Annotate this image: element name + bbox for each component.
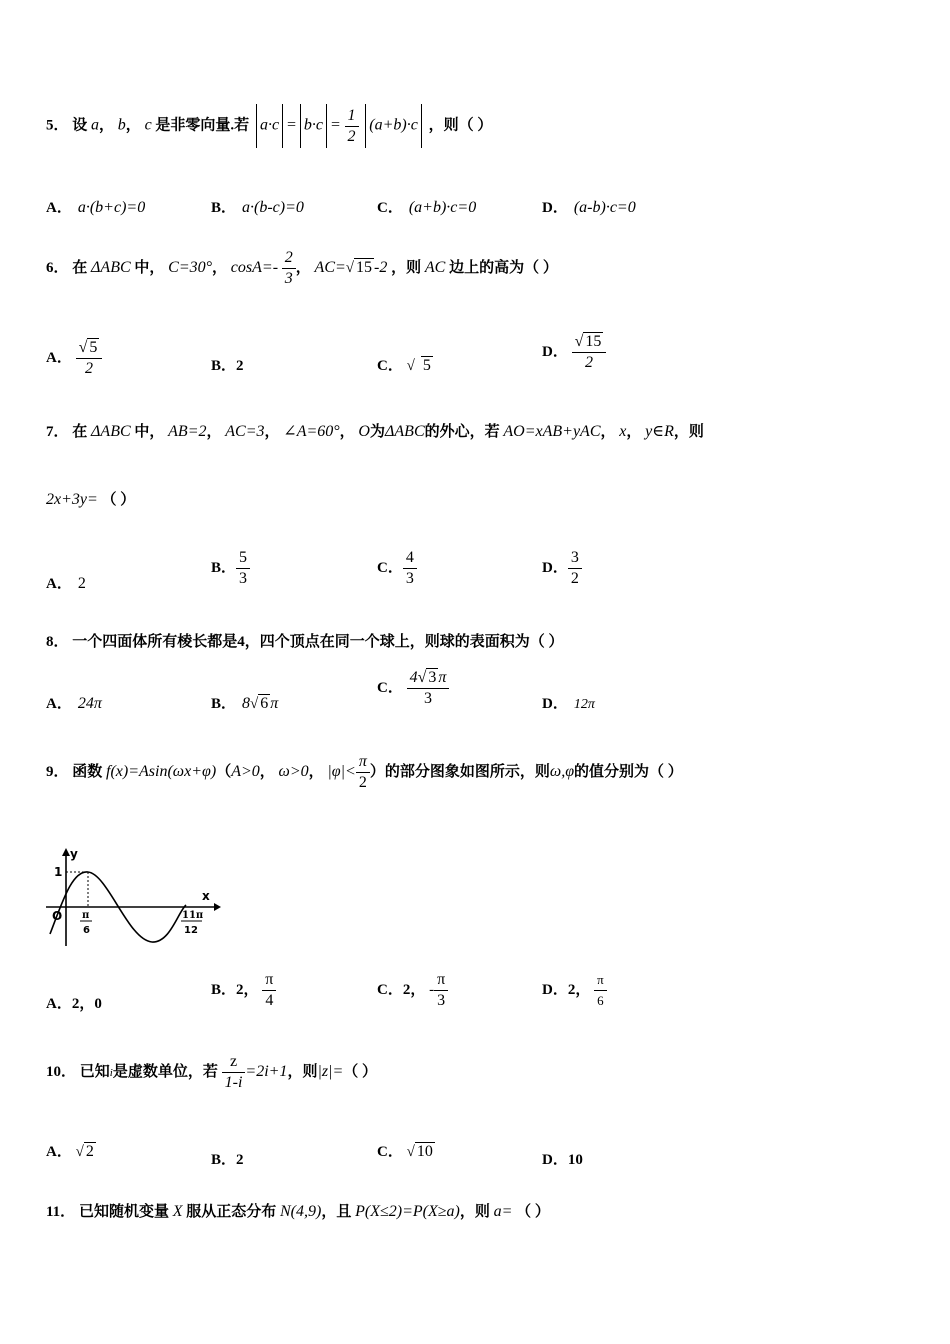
- q10-option-a[interactable]: A． √ 2: [46, 1143, 94, 1160]
- q9-number: 9．: [46, 763, 69, 780]
- question-6: 6． 在 ΔABC 中， C=30°， cosA=- $\frac{2}{3}$ ， AC=√ 15 -2 ，则 AC 边上的高为（ ）: [46, 249, 558, 287]
- q10-option-d[interactable]: D．10: [542, 1152, 583, 1168]
- x-axis-arrow-icon: [214, 903, 221, 911]
- q5-sep1: ，: [99, 117, 115, 134]
- q6-cos-frac: $\frac{2}{3}$: [282, 248, 296, 289]
- y-axis-arrow-icon: [62, 848, 70, 856]
- tick2-den: 12: [184, 925, 198, 936]
- q6-triangle: ΔABC: [91, 258, 131, 276]
- q8-option-a[interactable]: A． 24π: [46, 695, 102, 712]
- q5-post: ，则（ ）: [428, 117, 493, 134]
- q5-number: 5．: [46, 117, 69, 134]
- q5-a: a: [91, 116, 100, 134]
- q7-option-b[interactable]: B． $\frac{5}{3}$: [211, 548, 250, 589]
- q10-option-c[interactable]: C． √ 10: [377, 1143, 433, 1160]
- q10-number: 10．: [46, 1063, 77, 1080]
- q5-cond-left: a·c: [259, 116, 280, 134]
- tick2-num: 11π: [182, 910, 204, 921]
- q5-cond-eq2: =: [329, 116, 341, 134]
- q7-option-d[interactable]: D． $\frac{3}{2}$: [542, 548, 582, 589]
- q9-option-b[interactable]: B．2， $\frac{\pi}{4}$: [211, 970, 276, 1011]
- q8-option-d[interactable]: D． 12π: [542, 696, 595, 712]
- q9-option-a[interactable]: A．2，0: [46, 996, 102, 1012]
- q5-cond-right: b·c: [303, 116, 323, 134]
- question-7: 7． 在 ΔABC 中， AB=2， AC=3， ∠A=60°， O为ΔABC的外心，若 AO=xAB+yAC， x， y∈R，则: [46, 423, 704, 440]
- question-5: [46, 104, 492, 148]
- y-label: y: [70, 848, 78, 861]
- q6-option-d[interactable]: D． $\frac{√ 15}{2}$: [542, 332, 606, 373]
- q7-option-a[interactable]: A． 2: [46, 575, 86, 592]
- question-8: 8． 一个四面体所有棱长都是4，四个顶点在同一个球上，则球的表面积为（ ）: [46, 634, 564, 650]
- q5-option-d[interactable]: D． (a-b)·c=0: [542, 199, 636, 216]
- tick1-den: 6: [83, 925, 90, 936]
- question-11: 11． 已知随机变量 X 服从正态分布 N(4,9)，且 P(X≤2)=P(X≥a)，则 a= （ ）: [46, 1203, 550, 1220]
- tick1-num: π: [82, 910, 90, 921]
- x-label: x: [202, 889, 210, 903]
- q5-half: $\frac{1}{2}$: [345, 106, 359, 147]
- q6-option-b[interactable]: B．2: [211, 358, 244, 374]
- q5-cond-last: (a+b)·c: [369, 116, 418, 134]
- origin-label: O: [52, 909, 63, 923]
- one-label: 1: [54, 865, 63, 879]
- q5-option-a[interactable]: A． a·(b+c)=0: [46, 199, 146, 216]
- q11-number: 11．: [46, 1204, 76, 1220]
- q8-option-b[interactable]: B． 8√ 6 π: [211, 695, 279, 712]
- q5-cond-eq: =: [286, 116, 297, 134]
- q6-option-c[interactable]: C． √ 5: [377, 357, 431, 374]
- q5-option-b[interactable]: B． a·(b-c)=0: [211, 199, 304, 216]
- q5-pre: 设: [72, 117, 88, 134]
- q9-option-c[interactable]: C．2， - $\frac{\pi}{3}$: [377, 970, 448, 1011]
- question-9: 9． 函数 f(x)=Asin(ωx+φ)（A>0， ω>0， |φ|< $\frac{\pi}{2}$ ）的部分图象如图所示，则ω,φ的值分别为（ ）: [46, 753, 683, 791]
- q5-option-c[interactable]: C． (a+b)·c=0: [377, 199, 477, 216]
- q5-mid: 是非零向量.若: [155, 117, 250, 134]
- question-7-line2: 2x+3y= （ ）: [46, 491, 136, 508]
- q7-number: 7．: [46, 424, 69, 440]
- q9-sine-graph: [46, 848, 221, 948]
- q6-number: 6．: [46, 259, 69, 276]
- q8-number: 8．: [46, 634, 69, 650]
- q8-option-c[interactable]: C． $\frac{4√ 3 \pi}{3}$: [377, 668, 449, 709]
- q10-option-b[interactable]: B．2: [211, 1152, 244, 1168]
- q5-sep2: ，: [125, 117, 141, 134]
- q6-option-a[interactable]: A． $\frac{√ 5}{2}$: [46, 338, 102, 379]
- q9-option-d[interactable]: D．2， $\frac{\pi}{6}$: [542, 970, 607, 1011]
- question-10: 10． 已知i是虚数单位，若 $\frac{z}{1-i}$ =2i+1，则|z|=（ ）: [46, 1053, 378, 1091]
- q5-b: b: [117, 116, 126, 134]
- q7-option-c[interactable]: C． $\frac{4}{3}$: [377, 548, 417, 589]
- q5-c: c: [144, 116, 152, 134]
